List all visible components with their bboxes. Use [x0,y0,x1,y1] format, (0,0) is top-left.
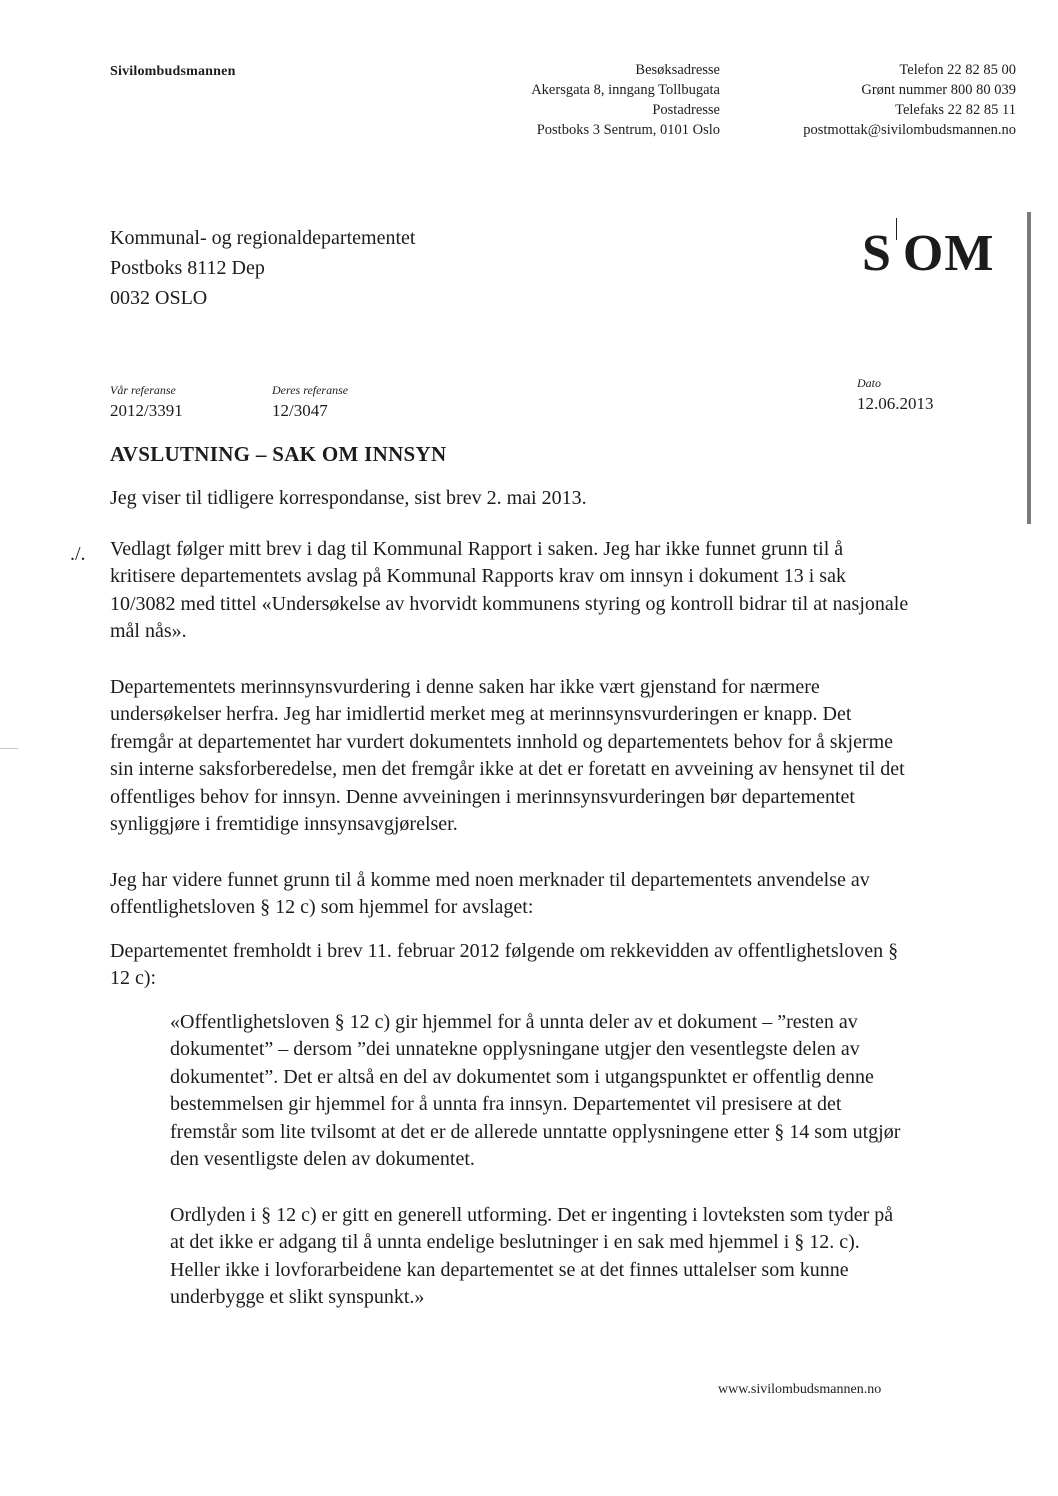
organization-name: Sivilombudsmannen [110,64,236,79]
date-value: 12.06.2013 [857,394,934,413]
recipient-address [110,223,415,313]
body-paragraph: Jeg har videre funnet grunn til å komme med noen merknader til departementets anvendelse av offentlighetsloven § 12 c) som hjemmel for avslaget: [110,868,870,918]
body-paragraph: Departementet fremholdt i brev 11. februar 2012 følgende om rekkevidden av offentlighetsloven § 12 c): [110,939,899,989]
address-line: Postadresse [652,102,720,118]
footer-url[interactable]: www.sivilombudsmannen.no [718,1382,882,1397]
recipient-line: Kommunal- og regionaldepartementet [110,227,416,249]
logo-letter-s: S [862,225,892,282]
margin-bar [1027,212,1031,524]
recipient-line: Postboks 8112 Dep [110,257,265,279]
address-line: Akersgata 8, inngang Tollbugata [531,82,720,98]
quote-paragraph: Ordlyden i § 12 c) er gitt en generell utforming. Det er ingenting i lovteksten som tyder på at det ikke er adgang til å unnta endelige beslutninger i en sak med hjemmel i § 12. c). Heller ikke i lovforarbeidene kan departementet se at det finnes uttalelser som kunne underbygge et slikt synspunkt.» [170,1203,894,1308]
fax-line: Telefaks 22 82 85 11 [895,102,1016,118]
contact-info [740,60,1016,140]
letter-date [857,376,934,414]
recipient-line: 0032 OSLO [110,287,208,309]
our-reference-value: 2012/3391 [110,401,183,420]
phone-line: Telefon 22 82 85 00 [899,62,1016,78]
attachment-marker: ./. [70,543,86,565]
logo-separator [896,218,897,240]
your-reference-value: 12/3047 [272,401,328,420]
body-paragraph: Vedlagt følger mitt brev i dag til Kommunal Rapport i saken. Jeg har ikke funnet grunn til å kritisere departementets avslag på Kommunal Rapports krav om innsyn i dokument 13 i sak 10/3082 med tittel «Undersøkelse av hvorvidt kommunens styring og kontroll bidrar til at nasjonale mål nås». [110,537,909,642]
your-reference-label: Deres referanse [272,383,349,397]
logo-letters-om: OM [902,225,995,282]
visiting-postal-address [470,60,720,140]
email-line: postmottak@sivilombudsmannen.no [803,122,1016,138]
address-line: Postboks 3 Sentrum, 0101 Oslo [536,122,720,138]
date-label: Dato [857,376,881,390]
quote-paragraph: «Offentlighetsloven § 12 c) gir hjemmel for å unnta deler av et dokument – ”resten av dokumentet” – dersom ”dei unnatekne opplysningane utgjer den vesentlegste delen av dokumentet”. Det er altså en del av dokumentet som i utgangspunktet er offentlig denne bestemmelsen gir hjemmel for å unnta fra innsyn. Departementet vil presisere at det fremstår som lite tvilsomt at det er de allerede unntatte opplysningene etter § 14 som utgjør den vesentligste delen av dokumentet. [170,1010,901,1170]
letter-body [110,485,910,1340]
body-paragraph: Departementets merinnsynsvurdering i denne saken har ikke vært gjenstand for nærmere undersøkelser herfra. Jeg har imidlertid merket meg at merinnsynsvurderingen er knapp. Det fremgår at departementet har vurdert dokumentets innhold og departementets behov for å skjerme sin interne saksforberedelse, men det fremgår ikke at det er foretatt en avveining av hensynet til det offentliges behov for innsyn. Denne avveiningen i merinnsynsvurderingen bør departementet synliggjøre i fremtidige innsynsavgjørelser. [110,675,905,835]
letter-title: AVSLUTNING – SAK OM INNSYN [110,442,447,466]
your-reference [272,383,348,421]
address-line: Besøksadresse [635,62,720,78]
som-logo [862,218,994,284]
margin-tick [0,748,18,749]
our-reference-label: Vår referanse [110,383,176,397]
block-quote [170,1009,910,1312]
our-reference [110,383,183,421]
body-paragraph: Jeg viser til tidligere korrespondanse, sist brev 2. mai 2013. [110,487,587,509]
green-number-line: Grønt nummer 800 80 039 [861,82,1016,98]
